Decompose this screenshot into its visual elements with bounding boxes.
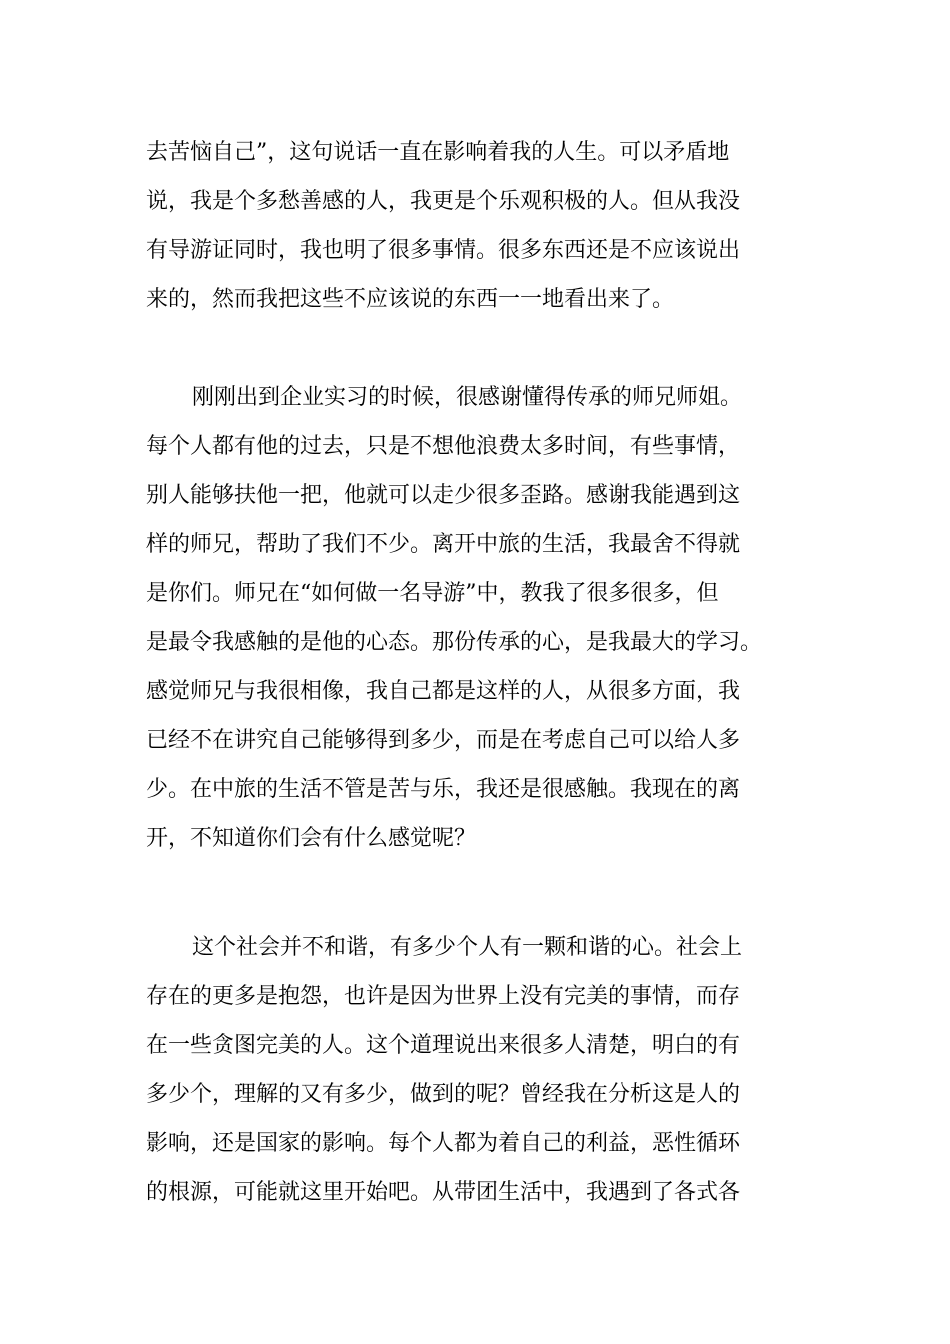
text-line: 已经不在讲究自己能够得到多少，而是在考虑自己可以给人多 xyxy=(146,728,741,753)
text-line: 少。在中旅的生活不管是苦与乐，我还是很感触。我现在的离 xyxy=(146,777,741,802)
text-line: 样的师兄，帮助了我们不少。离开中旅的生活，我最舍不得就 xyxy=(146,532,741,557)
paragraph-2 xyxy=(146,385,826,875)
text-line: 存在的更多是抱怨，也许是因为世界上没有完美的事情，而存 xyxy=(146,984,741,1009)
text-line: 多少个，理解的又有多少，做到的呢？曾经我在分析这是人的 xyxy=(146,1082,741,1107)
text-line: 去苦恼自己”，这句说话一直在影响着我的人生。可以矛盾地 xyxy=(146,140,730,165)
text-line: 感觉师兄与我很相像，我自己都是这样的人，从很多方面，我 xyxy=(146,679,741,704)
text-line: 刚刚出到企业实习的时候，很感谢懂得传承的师兄师姐。 xyxy=(192,385,743,410)
text-line: 这个社会并不和谐，有多少个人有一颗和谐的心。社会上 xyxy=(192,935,743,960)
paragraph-3 xyxy=(146,935,826,1229)
text-line: 是你们。师兄在“如何做一名导游”中，教我了很多很多，但 xyxy=(146,581,719,606)
text-line: 每个人都有他的过去，只是不想他浪费太多时间，有些事情， xyxy=(146,434,741,459)
text-line: 有导游证同时，我也明了很多事情。很多东西还是不应该说出 xyxy=(146,238,741,263)
text-line: 来的，然而我把这些不应该说的东西一一地看出来了。 xyxy=(146,287,675,312)
text-line: 别人能够扶他一把，他就可以走少很多歪路。感谢我能遇到这 xyxy=(146,483,741,508)
text-line: 的根源，可能就这里开始吧。从带团生活中，我遇到了各式各 xyxy=(146,1180,741,1205)
text-line: 影响，还是国家的影响。每个人都为着自己的利益，恶性循环 xyxy=(146,1131,741,1156)
text-line: 在一些贪图完美的人。这个道理说出来很多人清楚，明白的有 xyxy=(146,1033,741,1058)
text-line: 说，我是个多愁善感的人，我更是个乐观积极的人。但从我没 xyxy=(146,189,741,214)
text-line: 是最令我感触的是他的心态。那份传承的心，是我最大的学习。 xyxy=(146,630,763,655)
text-line: 开，不知道你们会有什么感觉呢？ xyxy=(146,826,477,851)
paragraph-1 xyxy=(146,140,826,336)
